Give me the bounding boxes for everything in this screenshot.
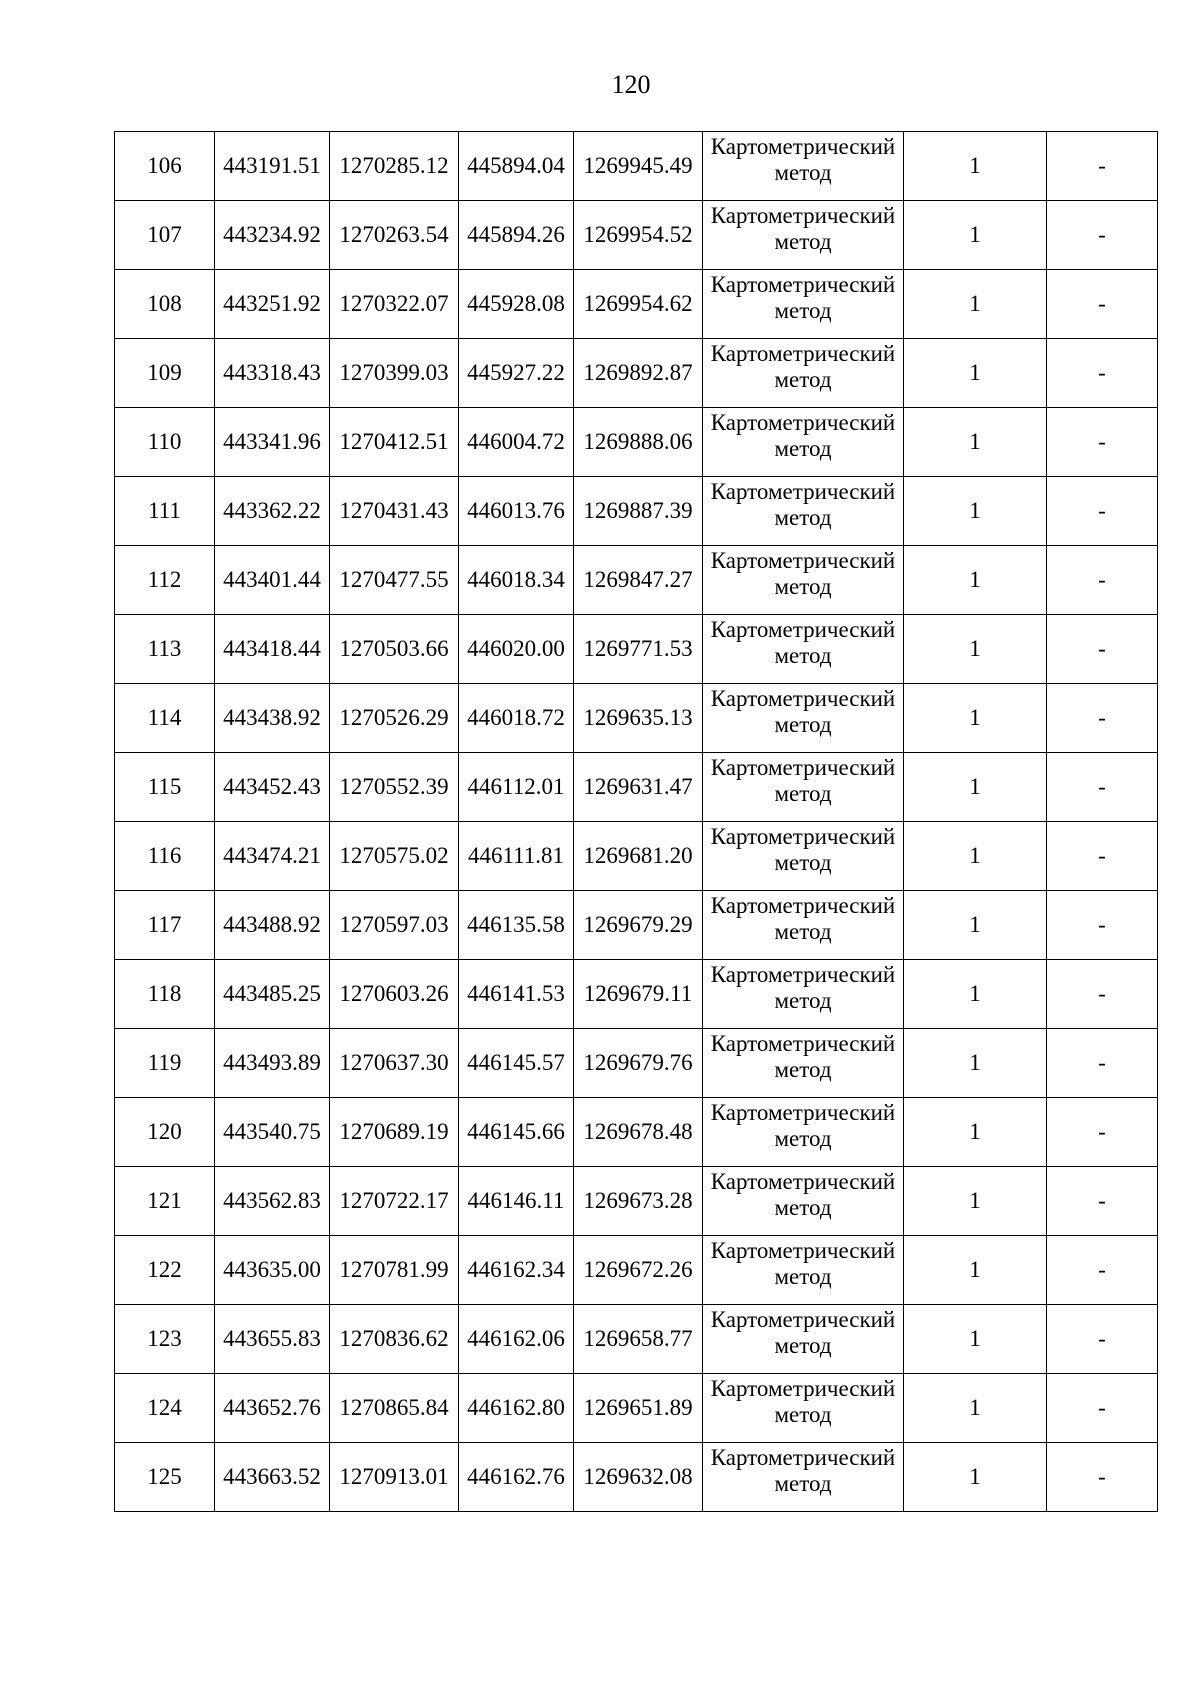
table-row bbox=[115, 1167, 1158, 1236]
x-coordinate-2-cell: 446004.72 bbox=[459, 408, 574, 477]
accuracy-cell: 1 bbox=[904, 1098, 1047, 1167]
point-number-cell: 107 bbox=[115, 201, 215, 270]
x-coordinate-2-cell: 446018.72 bbox=[459, 684, 574, 753]
method-line-1: Картометрический bbox=[710, 1238, 896, 1263]
method-line-1: Картометрический bbox=[710, 410, 896, 435]
method-line-1: Картометрический bbox=[710, 272, 896, 297]
method-line-2: метод bbox=[774, 160, 832, 185]
note-cell: - bbox=[1047, 477, 1158, 546]
x-coordinate-2-cell: 446020.00 bbox=[459, 615, 574, 684]
table-row bbox=[115, 960, 1158, 1029]
method-line-2: метод bbox=[774, 1402, 832, 1427]
method-cell bbox=[703, 477, 904, 546]
point-number-cell: 124 bbox=[115, 1374, 215, 1443]
point-number-cell: 109 bbox=[115, 339, 215, 408]
method-line-2: метод bbox=[774, 1057, 832, 1082]
accuracy-cell: 1 bbox=[904, 339, 1047, 408]
y-coordinate-2-cell: 1269771.53 bbox=[574, 615, 703, 684]
note-cell: - bbox=[1047, 960, 1158, 1029]
point-number-cell: 125 bbox=[115, 1443, 215, 1512]
point-number-cell: 121 bbox=[115, 1167, 215, 1236]
method-line-1: Картометрический bbox=[710, 1445, 896, 1470]
method-line-1: Картометрический bbox=[710, 755, 896, 780]
note-cell: - bbox=[1047, 1374, 1158, 1443]
x-coordinate-2-cell: 446162.76 bbox=[459, 1443, 574, 1512]
table-row bbox=[115, 339, 1158, 408]
method-line-1: Картометрический bbox=[710, 134, 896, 159]
x-coordinate-1-cell: 443540.75 bbox=[215, 1098, 330, 1167]
x-coordinate-2-cell: 446141.53 bbox=[459, 960, 574, 1029]
y-coordinate-1-cell: 1270322.07 bbox=[330, 270, 459, 339]
x-coordinate-1-cell: 443488.92 bbox=[215, 891, 330, 960]
y-coordinate-2-cell: 1269672.26 bbox=[574, 1236, 703, 1305]
point-number-cell: 114 bbox=[115, 684, 215, 753]
method-line-1: Картометрический bbox=[710, 893, 896, 918]
x-coordinate-2-cell: 446162.34 bbox=[459, 1236, 574, 1305]
note-cell: - bbox=[1047, 270, 1158, 339]
point-number-cell: 113 bbox=[115, 615, 215, 684]
accuracy-cell: 1 bbox=[904, 615, 1047, 684]
y-coordinate-1-cell: 1270689.19 bbox=[330, 1098, 459, 1167]
method-line-2: метод bbox=[774, 1195, 832, 1220]
x-coordinate-1-cell: 443452.43 bbox=[215, 753, 330, 822]
table-row bbox=[115, 1374, 1158, 1443]
table-row bbox=[115, 546, 1158, 615]
table-row bbox=[115, 1305, 1158, 1374]
x-coordinate-2-cell: 446162.80 bbox=[459, 1374, 574, 1443]
y-coordinate-2-cell: 1269673.28 bbox=[574, 1167, 703, 1236]
y-coordinate-2-cell: 1269658.77 bbox=[574, 1305, 703, 1374]
method-line-2: метод bbox=[774, 1264, 832, 1289]
note-cell: - bbox=[1047, 1236, 1158, 1305]
table-row bbox=[115, 132, 1158, 201]
method-line-2: метод bbox=[774, 850, 832, 875]
x-coordinate-2-cell: 445894.04 bbox=[459, 132, 574, 201]
y-coordinate-2-cell: 1269887.39 bbox=[574, 477, 703, 546]
note-cell: - bbox=[1047, 1167, 1158, 1236]
method-cell bbox=[703, 822, 904, 891]
method-line-1: Картометрический bbox=[710, 203, 896, 228]
accuracy-cell: 1 bbox=[904, 1029, 1047, 1098]
x-coordinate-2-cell: 445928.08 bbox=[459, 270, 574, 339]
method-cell bbox=[703, 132, 904, 201]
method-line-2: метод bbox=[774, 919, 832, 944]
x-coordinate-1-cell: 443485.25 bbox=[215, 960, 330, 1029]
x-coordinate-2-cell: 446013.76 bbox=[459, 477, 574, 546]
y-coordinate-2-cell: 1269631.47 bbox=[574, 753, 703, 822]
note-cell: - bbox=[1047, 132, 1158, 201]
note-cell: - bbox=[1047, 546, 1158, 615]
point-number-cell: 111 bbox=[115, 477, 215, 546]
x-coordinate-2-cell: 445894.26 bbox=[459, 201, 574, 270]
x-coordinate-2-cell: 446146.11 bbox=[459, 1167, 574, 1236]
method-cell bbox=[703, 201, 904, 270]
y-coordinate-1-cell: 1270477.55 bbox=[330, 546, 459, 615]
x-coordinate-1-cell: 443438.92 bbox=[215, 684, 330, 753]
y-coordinate-1-cell: 1270503.66 bbox=[330, 615, 459, 684]
note-cell: - bbox=[1047, 1098, 1158, 1167]
method-line-2: метод bbox=[774, 1333, 832, 1358]
note-cell: - bbox=[1047, 408, 1158, 477]
accuracy-cell: 1 bbox=[904, 201, 1047, 270]
accuracy-cell: 1 bbox=[904, 960, 1047, 1029]
x-coordinate-2-cell: 446018.34 bbox=[459, 546, 574, 615]
y-coordinate-2-cell: 1269679.11 bbox=[574, 960, 703, 1029]
table-row bbox=[115, 891, 1158, 960]
method-cell bbox=[703, 1305, 904, 1374]
method-line-2: метод bbox=[774, 712, 832, 737]
method-line-2: метод bbox=[774, 436, 832, 461]
accuracy-cell: 1 bbox=[904, 1305, 1047, 1374]
x-coordinate-2-cell: 446112.01 bbox=[459, 753, 574, 822]
x-coordinate-1-cell: 443562.83 bbox=[215, 1167, 330, 1236]
y-coordinate-2-cell: 1269678.48 bbox=[574, 1098, 703, 1167]
note-cell: - bbox=[1047, 891, 1158, 960]
table-row bbox=[115, 477, 1158, 546]
y-coordinate-2-cell: 1269954.52 bbox=[574, 201, 703, 270]
table-row bbox=[115, 753, 1158, 822]
note-cell: - bbox=[1047, 1305, 1158, 1374]
method-line-1: Картометрический bbox=[710, 686, 896, 711]
table-row bbox=[115, 1443, 1158, 1512]
method-line-2: метод bbox=[774, 1126, 832, 1151]
table-row bbox=[115, 408, 1158, 477]
y-coordinate-1-cell: 1270575.02 bbox=[330, 822, 459, 891]
y-coordinate-1-cell: 1270913.01 bbox=[330, 1443, 459, 1512]
method-cell bbox=[703, 1236, 904, 1305]
y-coordinate-1-cell: 1270781.99 bbox=[330, 1236, 459, 1305]
x-coordinate-2-cell: 446145.57 bbox=[459, 1029, 574, 1098]
accuracy-cell: 1 bbox=[904, 477, 1047, 546]
x-coordinate-1-cell: 443401.44 bbox=[215, 546, 330, 615]
method-line-1: Картометрический bbox=[710, 1031, 896, 1056]
x-coordinate-2-cell: 446111.81 bbox=[459, 822, 574, 891]
method-cell bbox=[703, 1443, 904, 1512]
x-coordinate-1-cell: 443362.22 bbox=[215, 477, 330, 546]
x-coordinate-2-cell: 446162.06 bbox=[459, 1305, 574, 1374]
y-coordinate-2-cell: 1269681.20 bbox=[574, 822, 703, 891]
method-line-1: Картометрический bbox=[710, 548, 896, 573]
table-row bbox=[115, 822, 1158, 891]
method-line-2: метод bbox=[774, 781, 832, 806]
y-coordinate-2-cell: 1269651.89 bbox=[574, 1374, 703, 1443]
method-line-1: Картометрический bbox=[710, 617, 896, 642]
method-cell bbox=[703, 684, 904, 753]
method-cell bbox=[703, 753, 904, 822]
point-number-cell: 119 bbox=[115, 1029, 215, 1098]
point-number-cell: 112 bbox=[115, 546, 215, 615]
accuracy-cell: 1 bbox=[904, 684, 1047, 753]
point-number-cell: 115 bbox=[115, 753, 215, 822]
accuracy-cell: 1 bbox=[904, 1443, 1047, 1512]
accuracy-cell: 1 bbox=[904, 1236, 1047, 1305]
method-line-2: метод bbox=[774, 505, 832, 530]
x-coordinate-1-cell: 443652.76 bbox=[215, 1374, 330, 1443]
method-line-2: метод bbox=[774, 988, 832, 1013]
method-line-1: Картометрический bbox=[710, 341, 896, 366]
y-coordinate-1-cell: 1270836.62 bbox=[330, 1305, 459, 1374]
table-row bbox=[115, 1098, 1158, 1167]
note-cell: - bbox=[1047, 201, 1158, 270]
note-cell: - bbox=[1047, 753, 1158, 822]
method-cell bbox=[703, 408, 904, 477]
y-coordinate-2-cell: 1269679.29 bbox=[574, 891, 703, 960]
point-number-cell: 108 bbox=[115, 270, 215, 339]
x-coordinate-1-cell: 443474.21 bbox=[215, 822, 330, 891]
point-number-cell: 120 bbox=[115, 1098, 215, 1167]
point-number-cell: 122 bbox=[115, 1236, 215, 1305]
y-coordinate-2-cell: 1269635.13 bbox=[574, 684, 703, 753]
method-line-2: метод bbox=[774, 1471, 832, 1496]
x-coordinate-1-cell: 443341.96 bbox=[215, 408, 330, 477]
x-coordinate-1-cell: 443318.43 bbox=[215, 339, 330, 408]
method-line-2: метод bbox=[774, 367, 832, 392]
method-cell bbox=[703, 1167, 904, 1236]
method-cell bbox=[703, 1374, 904, 1443]
method-line-1: Картометрический bbox=[710, 1376, 896, 1401]
accuracy-cell: 1 bbox=[904, 546, 1047, 615]
accuracy-cell: 1 bbox=[904, 408, 1047, 477]
method-line-1: Картометрический bbox=[710, 1100, 896, 1125]
x-coordinate-1-cell: 443635.00 bbox=[215, 1236, 330, 1305]
method-line-2: метод bbox=[774, 643, 832, 668]
y-coordinate-2-cell: 1269679.76 bbox=[574, 1029, 703, 1098]
method-line-2: метод bbox=[774, 298, 832, 323]
point-number-cell: 118 bbox=[115, 960, 215, 1029]
y-coordinate-2-cell: 1269632.08 bbox=[574, 1443, 703, 1512]
method-cell bbox=[703, 615, 904, 684]
note-cell: - bbox=[1047, 822, 1158, 891]
accuracy-cell: 1 bbox=[904, 1374, 1047, 1443]
accuracy-cell: 1 bbox=[904, 891, 1047, 960]
point-number-cell: 106 bbox=[115, 132, 215, 201]
method-line-2: метод bbox=[774, 229, 832, 254]
y-coordinate-1-cell: 1270722.17 bbox=[330, 1167, 459, 1236]
x-coordinate-1-cell: 443418.44 bbox=[215, 615, 330, 684]
x-coordinate-2-cell: 446145.66 bbox=[459, 1098, 574, 1167]
y-coordinate-2-cell: 1269847.27 bbox=[574, 546, 703, 615]
method-cell bbox=[703, 546, 904, 615]
y-coordinate-1-cell: 1270431.43 bbox=[330, 477, 459, 546]
x-coordinate-2-cell: 445927.22 bbox=[459, 339, 574, 408]
method-cell bbox=[703, 1098, 904, 1167]
note-cell: - bbox=[1047, 1443, 1158, 1512]
method-cell bbox=[703, 960, 904, 1029]
method-cell bbox=[703, 891, 904, 960]
x-coordinate-1-cell: 443251.92 bbox=[215, 270, 330, 339]
note-cell: - bbox=[1047, 1029, 1158, 1098]
method-line-1: Картометрический bbox=[710, 1169, 896, 1194]
method-cell bbox=[703, 339, 904, 408]
table-row bbox=[115, 201, 1158, 270]
method-cell bbox=[703, 1029, 904, 1098]
x-coordinate-1-cell: 443655.83 bbox=[215, 1305, 330, 1374]
point-number-cell: 123 bbox=[115, 1305, 215, 1374]
table-body bbox=[115, 132, 1158, 1512]
y-coordinate-2-cell: 1269888.06 bbox=[574, 408, 703, 477]
table-row bbox=[115, 270, 1158, 339]
table-row bbox=[115, 1029, 1158, 1098]
y-coordinate-1-cell: 1270399.03 bbox=[330, 339, 459, 408]
y-coordinate-1-cell: 1270412.51 bbox=[330, 408, 459, 477]
table-row bbox=[115, 615, 1158, 684]
note-cell: - bbox=[1047, 615, 1158, 684]
method-line-1: Картометрический bbox=[710, 962, 896, 987]
coordinates-table bbox=[114, 131, 1158, 1512]
point-number-cell: 117 bbox=[115, 891, 215, 960]
x-coordinate-1-cell: 443234.92 bbox=[215, 201, 330, 270]
accuracy-cell: 1 bbox=[904, 270, 1047, 339]
table-row bbox=[115, 684, 1158, 753]
accuracy-cell: 1 bbox=[904, 822, 1047, 891]
accuracy-cell: 1 bbox=[904, 1167, 1047, 1236]
y-coordinate-1-cell: 1270603.26 bbox=[330, 960, 459, 1029]
accuracy-cell: 1 bbox=[904, 132, 1047, 201]
y-coordinate-2-cell: 1269892.87 bbox=[574, 339, 703, 408]
page-number: 120 bbox=[611, 70, 651, 99]
x-coordinate-1-cell: 443191.51 bbox=[215, 132, 330, 201]
y-coordinate-1-cell: 1270865.84 bbox=[330, 1374, 459, 1443]
method-cell bbox=[703, 270, 904, 339]
y-coordinate-2-cell: 1269945.49 bbox=[574, 132, 703, 201]
y-coordinate-1-cell: 1270597.03 bbox=[330, 891, 459, 960]
method-line-1: Картометрический bbox=[710, 479, 896, 504]
accuracy-cell: 1 bbox=[904, 753, 1047, 822]
y-coordinate-1-cell: 1270526.29 bbox=[330, 684, 459, 753]
point-number-cell: 110 bbox=[115, 408, 215, 477]
y-coordinate-1-cell: 1270552.39 bbox=[330, 753, 459, 822]
note-cell: - bbox=[1047, 684, 1158, 753]
method-line-1: Картометрический bbox=[710, 1307, 896, 1332]
note-cell: - bbox=[1047, 339, 1158, 408]
table-row bbox=[115, 1236, 1158, 1305]
method-line-1: Картометрический bbox=[710, 824, 896, 849]
x-coordinate-1-cell: 443493.89 bbox=[215, 1029, 330, 1098]
y-coordinate-1-cell: 1270637.30 bbox=[330, 1029, 459, 1098]
point-number-cell: 116 bbox=[115, 822, 215, 891]
y-coordinate-1-cell: 1270263.54 bbox=[330, 201, 459, 270]
x-coordinate-1-cell: 443663.52 bbox=[215, 1443, 330, 1512]
y-coordinate-1-cell: 1270285.12 bbox=[330, 132, 459, 201]
method-line-2: метод bbox=[774, 574, 832, 599]
x-coordinate-2-cell: 446135.58 bbox=[459, 891, 574, 960]
y-coordinate-2-cell: 1269954.62 bbox=[574, 270, 703, 339]
